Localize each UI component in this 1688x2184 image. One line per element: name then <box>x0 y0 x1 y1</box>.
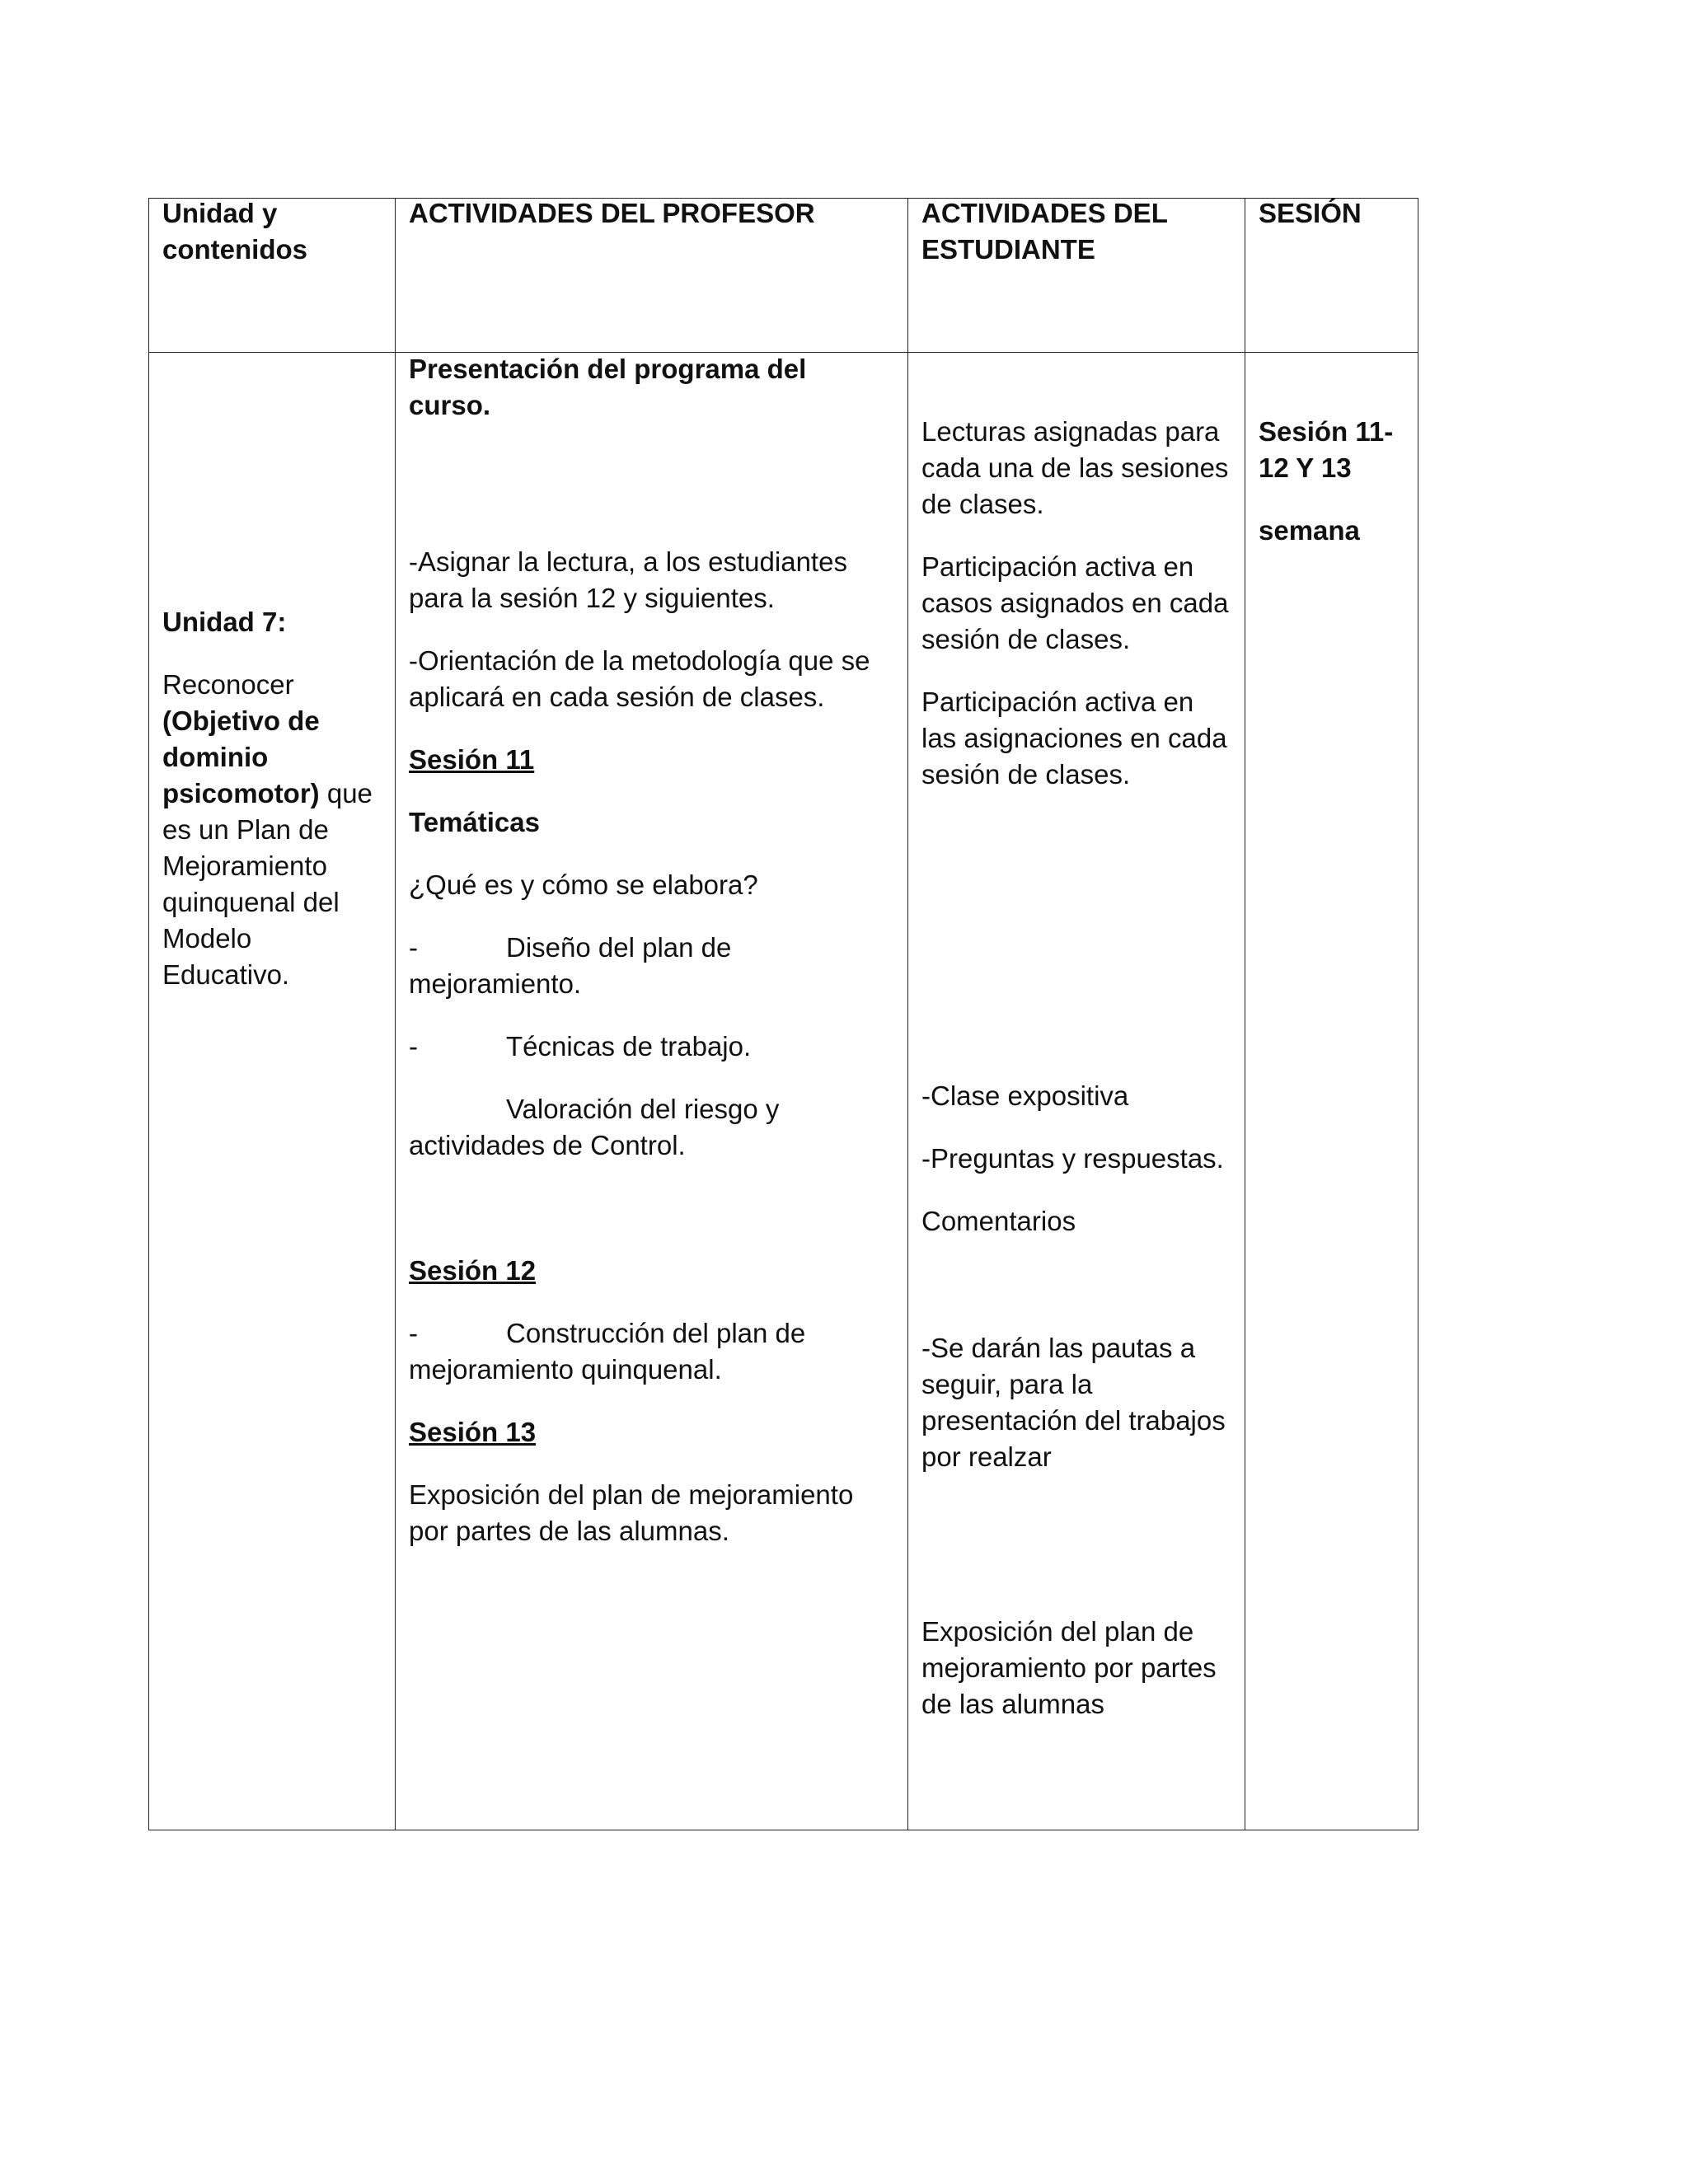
header-estudiante: ACTIVIDADES DEL ESTUDIANTE <box>908 199 1245 353</box>
header-profesor: ACTIVIDADES DEL PROFESOR <box>396 199 908 353</box>
tematicas-heading: Temáticas <box>409 807 540 837</box>
exposicion-profesor: Exposición del plan de mejoramiento por partes de las alumnas. <box>409 1479 854 1546</box>
clase-text: -Clase expositiva <box>921 1080 1129 1111</box>
pautas-text: -Se darán las pautas a seguir, para la presentación del trabajos por realzar <box>921 1333 1226 1472</box>
activities-table <box>148 198 1418 1830</box>
pregunta-text: ¿Qué es y cómo se elabora? <box>409 869 758 900</box>
sesion13-heading: Sesión 13 <box>409 1417 537 1447</box>
content-row <box>149 353 1418 1830</box>
lecturas-text: Lecturas asignadas para cada una de las sesiones de clases. <box>921 416 1229 519</box>
unidad-description: Reconocer (Objetivo de dominio psicomotor) que es un Plan de Mejoramiento quinquenal del Modelo Educativo. <box>162 669 373 990</box>
diseno-item: - Diseño del plan de mejoramiento. <box>409 932 732 999</box>
sesion11-heading: Sesión 11 <box>409 744 535 775</box>
tecnicas-item: - Técnicas de trabajo. <box>409 1031 752 1062</box>
orientacion-text: -Orientación de la metodología que se aplicará en cada sesión de clases. <box>409 645 870 712</box>
unidad-title: Unidad 7: <box>162 607 287 637</box>
cell-sesion <box>1245 353 1418 1830</box>
header-unidad: Unidad y contenidos <box>149 199 396 353</box>
sesion12-heading: Sesión 12 <box>409 1255 537 1286</box>
construccion-item: - Construcción del plan de mejoramiento quinquenal. <box>409 1318 806 1385</box>
semana-label: semana <box>1259 515 1360 546</box>
preguntas-text: -Preguntas y respuestas. <box>921 1143 1224 1174</box>
presentacion-text: Presentación del programa del curso. <box>409 354 807 420</box>
valoracion-item: Valoración del riesgo y actividades de Control. <box>409 1094 780 1160</box>
participacion2-text: Participación activa en las asignaciones en cada sesión de clases. <box>921 687 1227 790</box>
exposicion-estudiante: Exposición del plan de mejoramiento por partes de las alumnas <box>921 1616 1217 1719</box>
header-row <box>149 199 1418 353</box>
comentarios-text: Comentarios <box>921 1206 1076 1236</box>
sesion-label: Sesión 11- 12 Y 13 <box>1259 416 1394 483</box>
cell-profesor <box>396 353 908 1830</box>
cell-unidad <box>149 353 396 1830</box>
header-sesion: SESIÓN <box>1245 199 1418 353</box>
participacion1-text: Participación activa en casos asignados en cada sesión de clases. <box>921 551 1229 654</box>
asignar-text: -Asignar la lectura, a los estudiantes para la sesión 12 y siguientes. <box>409 546 847 613</box>
cell-estudiante <box>908 353 1245 1830</box>
